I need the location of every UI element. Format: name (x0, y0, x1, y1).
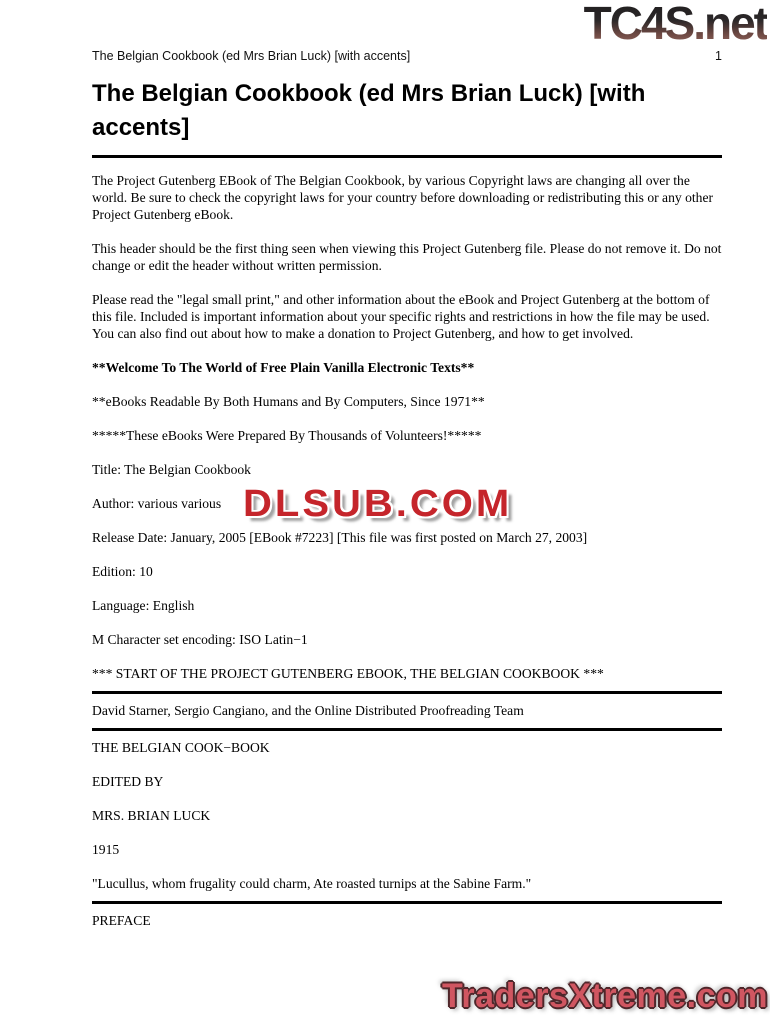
paragraph-volunteers: *****These eBooks Were Prepared By Thousands of Volunteers!***** (92, 428, 482, 443)
start-marker: *** START OF THE PROJECT GUTENBERG EBOOK, THE BELGIAN COOKBOOK *** (92, 666, 604, 681)
paragraph-legal-notice: Please read the "legal small print," and other information about the eBook and Project Gutenberg at the bottom of this file. Included is important information about your specific rights and restrictions in how the file may be used. You can also find out about how to make a donation to Project Gutenberg, and how to get involved. (92, 292, 710, 341)
running-header (92, 48, 722, 64)
epigraph-line: "Lucullus, whom frugality could charm, Ate roasted turnips at the Sabine Farm." (92, 876, 532, 891)
year-line: 1915 (92, 842, 120, 857)
paragraph-readable: **eBooks Readable By Both Humans and By Computers, Since 1971** (92, 394, 485, 409)
field-author: Author: various various (92, 496, 222, 511)
credits-line: David Starner, Sergio Cangiano, and the Online Distributed Proofreading Team (92, 703, 524, 718)
editor-name-line: MRS. BRIAN LUCK (92, 808, 211, 823)
paragraph-welcome: **Welcome To The World of Free Plain Vanilla Electronic Texts** (92, 360, 475, 375)
book-title-line: THE BELGIAN COOK−BOOK (92, 740, 270, 755)
dlsub-watermark-logo: DLSUB.COM (243, 483, 513, 525)
tc4s-watermark-logo: TC4S.net (583, 0, 767, 49)
section-divider (92, 901, 722, 904)
field-release-date: Release Date: January, 2005 [EBook #7223] [This file was first posted on March 27, 2003] (92, 530, 588, 545)
field-edition: Edition: 10 (92, 564, 153, 579)
running-title: The Belgian Cookbook (ed Mrs Brian Luck) [with accents] (92, 49, 411, 63)
document-title: The Belgian Cookbook (ed Mrs Brian Luck) [with accents] (92, 80, 646, 141)
tradersxtreme-watermark-logo: TradersXtreme.com (442, 977, 768, 1015)
field-language: Language: English (92, 598, 195, 613)
preface-heading: PREFACE (92, 913, 151, 928)
edited-by-line: EDITED BY (92, 774, 164, 789)
field-charset: M Character set encoding: ISO Latin−1 (92, 632, 308, 647)
section-divider (92, 691, 722, 694)
field-title: Title: The Belgian Cookbook (92, 462, 251, 477)
page-number: 1 (715, 49, 722, 63)
section-divider (92, 728, 722, 731)
paragraph-header-notice: This header should be the first thing seen when viewing this Project Gutenberg file. Please do not remove it. Do not change or edit the header without written permission. (92, 241, 722, 273)
title-divider (92, 155, 722, 158)
paragraph-gutenberg-notice: The Project Gutenberg EBook of The Belgian Cookbook, by various Copyright laws are changing all over the world. Be sure to check the copyright laws for your country before downloading or redistributing this or any other Project Gutenberg eBook. (92, 173, 714, 222)
